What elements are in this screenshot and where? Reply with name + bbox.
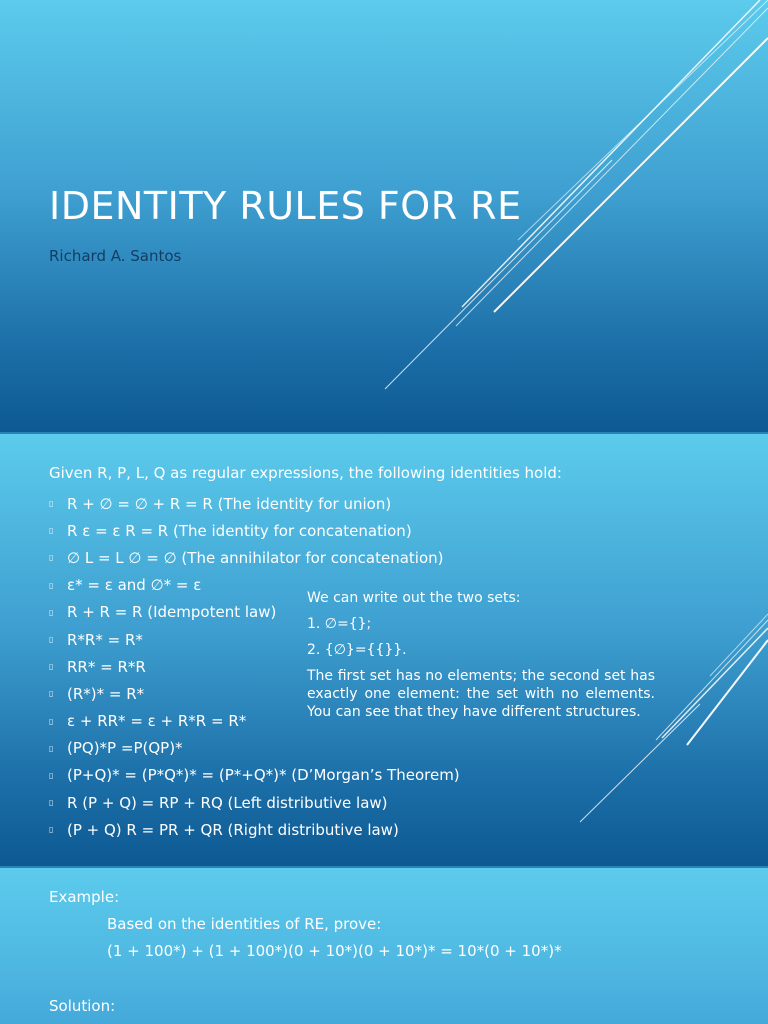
rule-item bbox=[49, 762, 460, 789]
bullet-icon: ▯ bbox=[49, 553, 54, 563]
rule-item bbox=[49, 816, 460, 843]
deco-line bbox=[687, 640, 768, 745]
rule-text: (P + Q) R = PR + QR (Right distributive law) bbox=[67, 820, 399, 839]
bullet-icon: ▯ bbox=[49, 499, 54, 509]
rule-item bbox=[49, 789, 460, 816]
empty-set-note bbox=[307, 589, 655, 721]
example-prompt: Based on the identities of RE, prove: bbox=[107, 915, 382, 933]
rule-text: (PQ)*P =P(QP)* bbox=[67, 739, 183, 758]
note-intro: We can write out the two sets: bbox=[307, 590, 521, 606]
bullet-icon: ▯ bbox=[49, 716, 54, 726]
rule-text: R (P + Q) = RP + RQ (Left distributive law) bbox=[67, 793, 388, 812]
deco-line bbox=[580, 704, 700, 822]
deco-line bbox=[494, 38, 768, 312]
rule-text: R + ∅ = ∅ + R = R (The identity for union) bbox=[67, 494, 392, 513]
bullet-icon: ▯ bbox=[49, 770, 54, 780]
rule-text: R + R = R (Idempotent law) bbox=[67, 603, 277, 622]
deco-line bbox=[462, 0, 760, 307]
example-expression: (1 + 100*) + (1 + 100*)(0 + 10*)(0 + 10*)* = 10*(0 + 10*)* bbox=[107, 942, 562, 960]
note-paragraph: The first set has no elements; the second set has exactly one element: the set with no elements. You can see that they have different structures. bbox=[307, 668, 655, 720]
rule-text: ε + RR* = ε + R*R = R* bbox=[67, 712, 247, 731]
slide-title: IDENTITY RULES FOR RE bbox=[49, 184, 522, 228]
solution-label: Solution: bbox=[49, 997, 116, 1015]
title-slide bbox=[0, 0, 768, 432]
rule-text: (R*)* = R* bbox=[67, 684, 145, 703]
bullet-icon: ▯ bbox=[49, 580, 54, 590]
deco-line bbox=[518, 0, 768, 240]
rule-text: (P+Q)* = (P*Q*)* = (P*+Q*)* (D’Morgan’s Theorem) bbox=[67, 766, 460, 785]
rule-text: RR* = R*R bbox=[67, 657, 146, 676]
deco-line bbox=[456, 8, 768, 326]
bullet-icon: ▯ bbox=[49, 798, 54, 808]
rule-item bbox=[49, 517, 460, 544]
note-item-2: 2. {∅}={{}}. bbox=[307, 642, 407, 658]
bullet-icon: ▯ bbox=[49, 607, 54, 617]
bullet-icon: ▯ bbox=[49, 662, 54, 672]
bullet-icon: ▯ bbox=[49, 825, 54, 835]
deco-line bbox=[662, 628, 768, 738]
deco-line bbox=[710, 614, 768, 676]
example-slide bbox=[0, 868, 768, 1024]
rule-text: ε* = ε and ∅* = ε bbox=[67, 576, 202, 595]
author-name: Richard A. Santos bbox=[49, 247, 182, 265]
rule-item bbox=[49, 544, 460, 571]
bullet-icon: ▯ bbox=[49, 635, 54, 645]
example-label: Example: bbox=[49, 888, 120, 906]
rule-text: ∅ L = L ∅ = ∅ (The annihilator for concatenation) bbox=[67, 548, 444, 567]
rule-text: R*R* = R* bbox=[67, 630, 143, 649]
rules-intro: Given R, P, L, Q as regular expressions, the following identities hold: bbox=[49, 464, 562, 482]
rule-text: R ε = ε R = R (The identity for concatenation) bbox=[67, 521, 412, 540]
bullet-icon: ▯ bbox=[49, 743, 54, 753]
deco-line bbox=[656, 620, 768, 740]
note-item-1: 1. ∅={}; bbox=[307, 616, 372, 632]
bullet-icon: ▯ bbox=[49, 526, 54, 536]
rule-item bbox=[49, 490, 460, 517]
identity-rules-slide bbox=[0, 434, 768, 866]
rule-item bbox=[49, 735, 460, 762]
bullet-icon: ▯ bbox=[49, 689, 54, 699]
